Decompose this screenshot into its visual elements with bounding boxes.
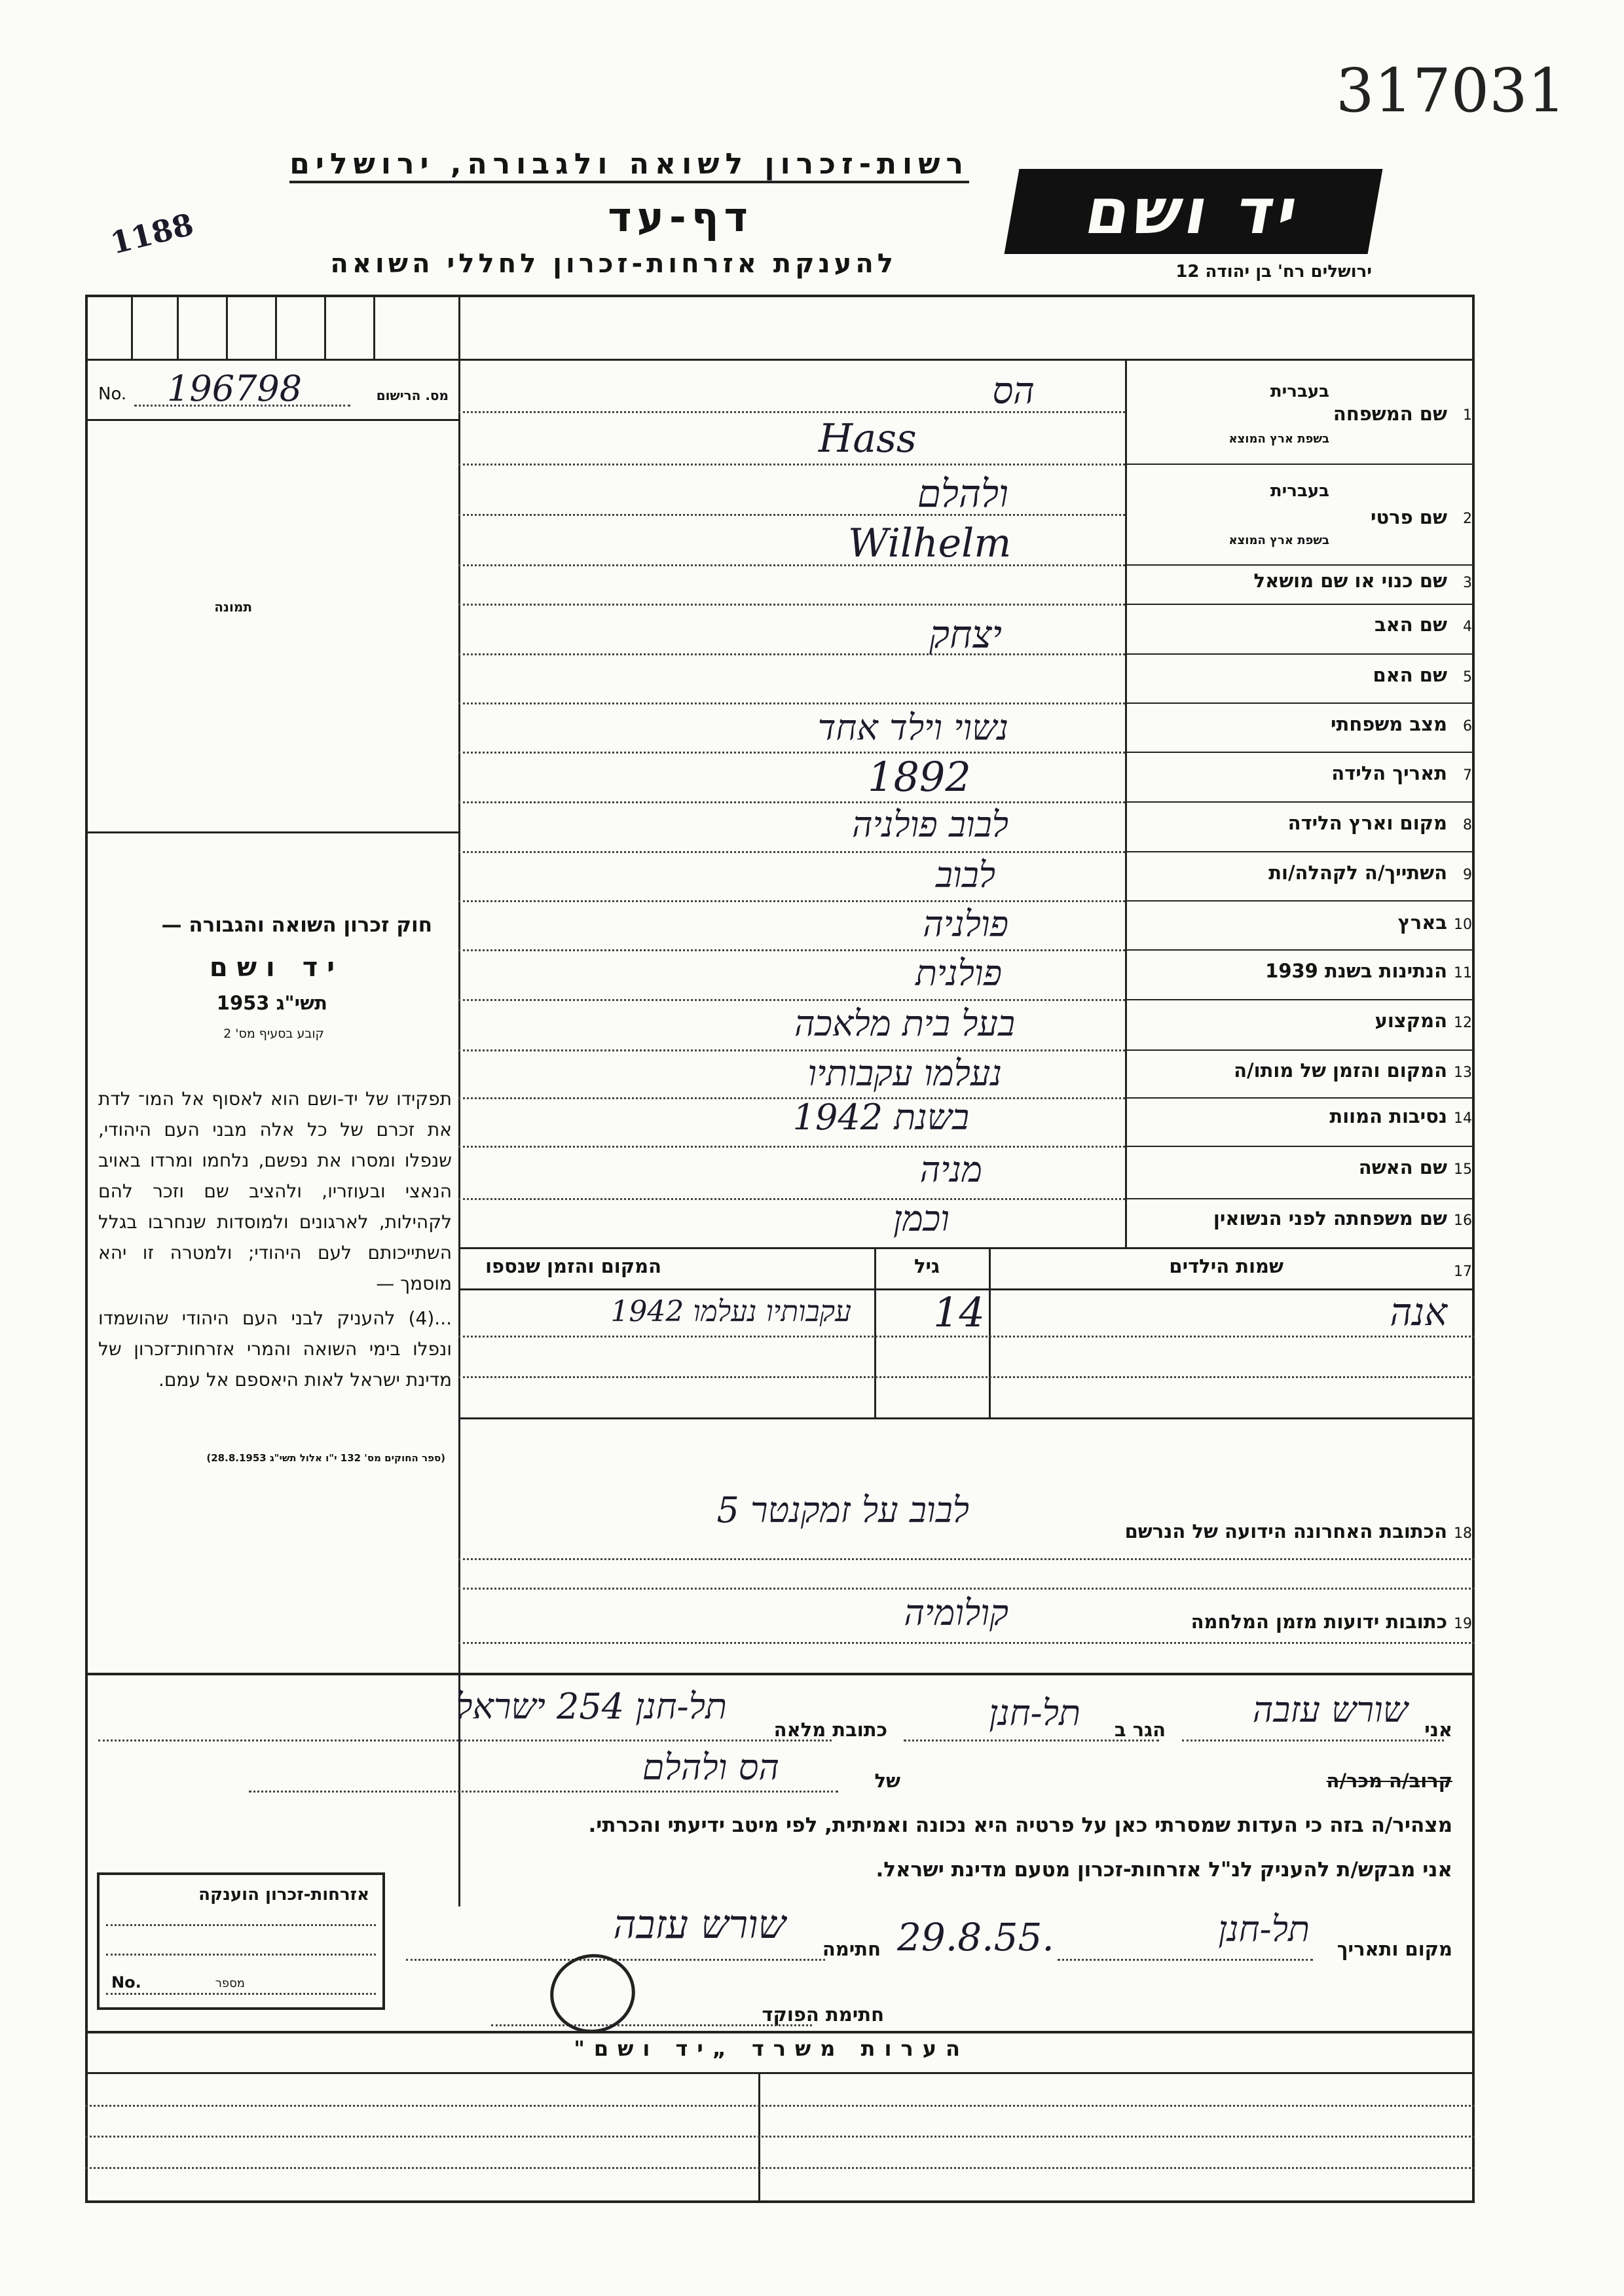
field-7-num: 7 xyxy=(1463,767,1472,784)
field-19-label: כתובות ידועות מזמן המלחמה xyxy=(1190,1611,1447,1633)
field-6-label: מצב משפחתי xyxy=(1330,713,1447,735)
field-19-num: 19 xyxy=(1454,1616,1472,1632)
decl-signature: שורש עזבה xyxy=(613,1902,786,1948)
decl-resides-label: הגר ב xyxy=(1114,1719,1166,1741)
field-13-label: המקום והזמן של מותו/ה xyxy=(1234,1059,1447,1082)
field-18-num: 18 xyxy=(1454,1525,1472,1542)
field-16-label: שם משפחתה לפני הנשואין xyxy=(1213,1207,1447,1230)
children-col-names: שמות הילדים xyxy=(1169,1255,1283,1277)
field-19-value: קולומיה xyxy=(904,1592,1008,1633)
field-2-value: ולהלם xyxy=(917,471,1008,516)
decl-statement-2: אני מבקש/ת להעניק לנ"ל אזרחות-זכרון מטעם מדינת ישראל. xyxy=(876,1858,1452,1882)
field-10-value: פולניה xyxy=(923,903,1008,945)
logo-text: יד ושם xyxy=(1080,175,1307,248)
grant-box xyxy=(97,1872,385,2010)
field-2-sub-hebrew: בעברית xyxy=(1270,481,1329,501)
field-18-value: לבוב על זמקנטר 5 xyxy=(716,1489,969,1531)
field-1-sub-hebrew: בעברית xyxy=(1270,382,1329,401)
field-5-num: 5 xyxy=(1463,669,1472,685)
field-12-label: המקצוע xyxy=(1375,1010,1447,1032)
field-7-value: 1892 xyxy=(868,753,971,801)
field-14-label: נסיבות המוות xyxy=(1329,1105,1447,1127)
field-15-value: מניה xyxy=(919,1149,982,1190)
field-4-num: 4 xyxy=(1463,619,1472,635)
registration-number: 196798 xyxy=(167,368,303,409)
field-8-label: מקום וארץ הלידה xyxy=(1287,812,1447,834)
field-6-num: 6 xyxy=(1463,718,1472,735)
law-source: (ספר החוקים מס' 132 י"ו אלול תשי"ג 28.8.1953) xyxy=(206,1452,445,1464)
decl-of-label: של xyxy=(874,1770,900,1792)
decl-place: תל-חנן xyxy=(1218,1908,1310,1950)
archive-number: 317031 xyxy=(1336,56,1566,126)
field-2-num: 2 xyxy=(1463,511,1472,527)
children-col-place: המקום והזמן שנספו xyxy=(485,1255,661,1277)
decl-date: 29.8.55. xyxy=(897,1915,1054,1959)
field-10-label: בארץ xyxy=(1397,911,1447,934)
field-1-label: שם המשפחה xyxy=(1333,403,1447,425)
field-2-sub-origin: בשפת ארץ המוצא xyxy=(1228,534,1329,547)
law-section: קובע בסעיף מס' 2 xyxy=(223,1027,324,1041)
field-15-label: שם האשה xyxy=(1358,1156,1447,1178)
children-col-age: גיל xyxy=(913,1255,940,1277)
law-paragraph-1: תפקידו של יד-ושם הוא לאסוף אל המו־ לדת את זכרם של כל אלה מבני העם היהודי, שנפלו ומסרו את נפשם, נלחמו ומרדו באויב הנאצי ובעוזריו, ולהציב שם וזכר להם לקהילות, לארגונים ולמוסדות שנחרבו בגלל השתייכותם לעם היהודי; ולמטרה זו יהא מוסמך — xyxy=(98,1088,452,1294)
field-11-label: הנתינות בשנת 1939 xyxy=(1265,960,1447,982)
field-11-value: פולנית xyxy=(915,953,1002,994)
form-subtitle: להענקת אזרחות-זכרון לחללי השואה xyxy=(330,249,897,279)
field-13-num: 13 xyxy=(1454,1065,1472,1081)
law-paragraph-2: ...(4) להעניק לבני העם היהודי שהושמדו ונפלו בימי השואה והמרי אזרחות־זכרון של מדינת ישראל לאות היאספם אל עמם. xyxy=(98,1307,452,1391)
decl-relation-of: הס ולהלם xyxy=(642,1747,779,1788)
grant-box-title: אזרחות-זכרון הוענקה xyxy=(198,1885,369,1904)
field-9-value: לבוב xyxy=(935,854,995,896)
field-5-label: שם האם xyxy=(1373,664,1447,686)
field-3-num: 3 xyxy=(1463,575,1472,591)
decl-relative-label: קרוב/ה מכר/ה xyxy=(1326,1770,1452,1792)
field-7-label: תאריך הלידה xyxy=(1331,762,1447,784)
field-15-num: 15 xyxy=(1454,1161,1472,1178)
field-12-num: 12 xyxy=(1454,1015,1472,1031)
field-2-label: שם פרטי xyxy=(1370,506,1447,528)
field-14-value: בשנת 1942 xyxy=(792,1097,969,1138)
field-8-value: לבוב פולניה xyxy=(851,804,1008,845)
field-9-label: השתייך/ה לקהלה/ות xyxy=(1268,862,1447,884)
field-11-num: 11 xyxy=(1454,965,1472,981)
field-6-value: נשוי וילד אחד xyxy=(817,707,1008,748)
law-year: תשי"ג 1953 xyxy=(216,992,327,1014)
field-13-value: נעלמו עקבותיו xyxy=(807,1053,1002,1094)
authority-line: רשות-זכרון לשואה ולגבורה, ירושלים xyxy=(289,147,969,183)
child-age: 14 xyxy=(933,1288,985,1336)
field-14-num: 14 xyxy=(1454,1110,1472,1127)
logo-address: ירושלים רח' בן יהודה 12 xyxy=(1175,262,1372,282)
decl-full-address: תל-חנן 254 ישראל xyxy=(456,1686,727,1727)
field-4-label: שם האב xyxy=(1374,613,1447,636)
corner-number: 1188 xyxy=(107,206,197,261)
field-17-num: 17 xyxy=(1454,1264,1472,1280)
form-title: דף-עד xyxy=(608,193,753,241)
decl-i-label: אני xyxy=(1424,1719,1452,1741)
decl-declarant: שורש עזבה xyxy=(1252,1689,1408,1730)
law-title: חוק זכרון השואה והגבורה — xyxy=(161,913,432,937)
field-1-value: הס xyxy=(992,370,1035,412)
yad-vashem-logo xyxy=(1005,169,1383,254)
office-notes-title: הערות משרד „יד ושם" xyxy=(574,2036,969,2061)
grant-box-no-label: No. xyxy=(111,1973,141,1992)
child-place: עקבותיו נעלמו 1942 xyxy=(610,1295,851,1328)
decl-full-address-label: כתובת מלאה xyxy=(773,1719,887,1741)
law-name: יד ושם xyxy=(209,953,344,983)
field-1-sub-origin: בשפת ארץ המוצא xyxy=(1228,432,1329,446)
field-9-num: 9 xyxy=(1463,867,1472,883)
child-name: אנה xyxy=(1390,1290,1447,1334)
field-18-label: הכתובת האחרונה הידועה של הנרשם xyxy=(1124,1520,1447,1542)
field-4-value: יצחק xyxy=(929,612,1002,657)
field-1-value-latin: Hass xyxy=(819,416,917,462)
decl-place-date-label: מקום ותאריך xyxy=(1337,1938,1452,1960)
field-1-num: 1 xyxy=(1463,407,1472,424)
field-3-label: שם כנוי או שם מושאל xyxy=(1253,570,1447,592)
decl-city: תל-חנן xyxy=(989,1692,1080,1734)
field-12-value: בעל בית מלאכה xyxy=(794,1003,1015,1044)
decl-signature-label: חתימה xyxy=(822,1938,881,1960)
registration-label: מס. הרישום xyxy=(376,388,449,403)
decl-officer-label: חתימת הפוקד xyxy=(762,2003,884,2026)
field-2-value-latin: Wilhelm xyxy=(848,520,1012,566)
field-10-num: 10 xyxy=(1454,917,1472,933)
photo-label: תמונה xyxy=(214,599,252,615)
field-16-value: וכמן xyxy=(893,1198,950,1239)
grant-box-number-label: מספר xyxy=(215,1977,245,1990)
field-16-num: 16 xyxy=(1454,1212,1472,1229)
decl-statement-1: מצהיר/ה בזה כי העדות שמסרתי כאן על פרטיה היא נכונה ואמיתית, לפי מיטב ידיעתי והכרתי. xyxy=(588,1813,1452,1837)
registration-no-label: No. xyxy=(98,384,127,404)
field-8-num: 8 xyxy=(1463,817,1472,833)
